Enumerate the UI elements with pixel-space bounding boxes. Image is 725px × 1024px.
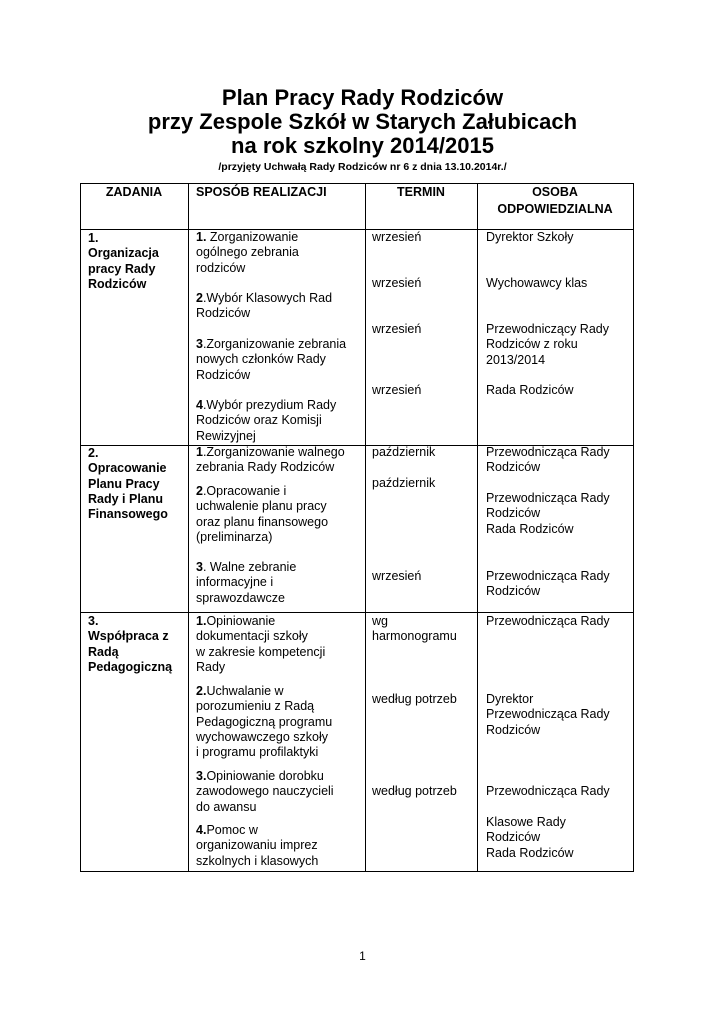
task-1-number: 1. — [88, 231, 99, 245]
s2-item-3 — [196, 560, 361, 606]
item-text: Opiniowanie dorobku — [206, 769, 324, 783]
person-text: Rodziców — [486, 830, 541, 845]
item-text: sprawozdawcze — [196, 590, 285, 605]
header-sposob: SPOSÓB REALIZACJI — [196, 185, 327, 199]
s1-item-3 — [196, 337, 361, 383]
person-text: Przewodnicząca Rady — [486, 445, 610, 459]
item-text: Opiniowanie — [206, 614, 276, 628]
col-line-3 — [477, 183, 478, 872]
item-text: zebrania Rady Rodziców — [196, 460, 335, 475]
person-text: Rodziców — [486, 460, 541, 475]
s2-item-1 — [196, 445, 366, 476]
s2-person-3 — [486, 569, 610, 600]
task-3-line: Radą — [88, 644, 119, 659]
col-line-4 — [633, 183, 634, 872]
item-text: szkolnych i klasowych — [196, 853, 319, 868]
item-number: 2 — [196, 291, 203, 305]
s2-person-1 — [486, 445, 610, 476]
item-text: porozumieniu z Radą — [196, 699, 315, 714]
s2-term-1: październik — [372, 445, 436, 459]
person-text: Wychowawcy klas — [486, 276, 588, 290]
col-line-0 — [80, 183, 81, 872]
person-text: Rodziców — [486, 722, 541, 737]
s1-term-2: wrzesień — [372, 276, 422, 290]
item-text: Rodziców — [196, 367, 251, 382]
item-text: Rady — [196, 659, 226, 674]
person-text: Klasowe Rady — [486, 815, 566, 829]
s3-item-3 — [196, 769, 366, 815]
s1-person-3 — [486, 322, 609, 368]
task-1-line: pracy Rady — [88, 261, 156, 276]
s1-item-1 — [196, 230, 361, 276]
task-2-line: Rady i Planu — [88, 491, 164, 506]
document-title — [0, 86, 725, 174]
item-number: 2. — [196, 684, 207, 698]
item-text: do awansu — [196, 799, 257, 814]
s1-term-1: wrzesień — [372, 230, 422, 244]
s1-item-4 — [196, 398, 361, 444]
item-text: ogólnego zebrania — [196, 245, 299, 260]
page-number: 1 — [359, 949, 366, 963]
item-text: .Opracowanie i — [202, 484, 287, 498]
item-number: 1 — [196, 445, 203, 459]
item-text: Zorganizowanie — [206, 230, 299, 244]
item-text: i programu profilaktyki — [196, 745, 319, 760]
s3-term-3 — [372, 784, 457, 799]
s3-item-1 — [196, 614, 361, 675]
task-2 — [88, 446, 188, 522]
s2-item-2 — [196, 484, 361, 545]
item-text: .Zorganizowanie walnego — [202, 445, 345, 459]
s1-term-3: wrzesień — [372, 322, 422, 336]
task-3-line: Pedagogiczną — [88, 659, 173, 674]
section-divider-2 — [80, 612, 634, 613]
item-text: .Wybór Klasowych Rad — [202, 291, 333, 305]
term-text: wg — [372, 614, 388, 628]
item-number: 1. — [196, 614, 207, 628]
item-text: organizowaniu imprez — [196, 838, 318, 853]
task-1-line: Organizacja — [88, 246, 159, 261]
item-text: wychowawczego szkoły — [196, 729, 328, 744]
title-line-1: Plan Pracy Rady Rodziców — [221, 85, 504, 110]
s1-term-4: wrzesień — [372, 383, 422, 397]
s3-person-1 — [486, 614, 610, 629]
task-3-number: 3. — [88, 614, 99, 628]
task-1 — [88, 231, 188, 292]
task-2-line: Finansowego — [88, 507, 168, 522]
person-text: Dyrektor Szkoły — [486, 230, 574, 244]
s3-term-2 — [372, 692, 457, 707]
header-termin: TERMIN — [397, 185, 445, 199]
s2-term-2: październik — [372, 476, 436, 490]
title-subtitle: /przyjęty Uchwałą Rady Rodziców nr 6 z dnia 13.10.2014r./ — [218, 161, 507, 173]
s2-term-3: wrzesień — [372, 569, 422, 583]
s2-person-2 — [486, 491, 610, 537]
item-text: nowych członków Rady — [196, 352, 326, 367]
item-text: Rodziców — [196, 306, 251, 321]
s3-person-4 — [486, 815, 574, 861]
item-number: 1. — [196, 230, 207, 244]
item-text: Rodziców oraz Komisji — [196, 413, 322, 428]
col-line-1 — [188, 183, 189, 872]
item-text: zawodowego nauczycieli — [196, 784, 334, 799]
person-text: Przewodnicząca Rady — [486, 614, 610, 628]
table-border-bottom — [80, 871, 634, 872]
person-text: Rodziców — [486, 584, 541, 599]
person-text: Dyrektor — [486, 692, 534, 706]
person-text: Rodziców z roku — [486, 337, 578, 352]
item-text: rodziców — [196, 260, 246, 275]
task-3 — [88, 614, 188, 675]
person-text: Przewodniczący Rady — [486, 322, 609, 336]
item-text: oraz planu finansowego — [196, 514, 329, 529]
title-line-3: na rok szkolny 2014/2015 — [231, 133, 494, 158]
term-text: harmonogramu — [372, 629, 457, 644]
person-text: Rada Rodziców — [486, 845, 574, 860]
item-text: w zakresie kompetencji — [196, 644, 326, 659]
s3-item-2 — [196, 684, 361, 760]
task-3-line: Współpraca z — [88, 629, 169, 644]
task-2-line: Opracowanie — [88, 461, 167, 476]
s3-item-4 — [196, 823, 361, 869]
header-zadania: ZADANIA — [105, 185, 163, 199]
s1-person-4 — [486, 383, 574, 398]
task-2-line: Planu Pracy — [88, 476, 160, 491]
person-text: 2013/2014 — [486, 352, 546, 367]
task-2-number: 2. — [88, 446, 99, 460]
item-number: 3 — [196, 560, 203, 574]
title-line-2: przy Zespole Szkół w Starych Załubicach — [147, 109, 578, 134]
person-text: Przewodnicząca Rady — [486, 784, 610, 798]
person-text: Rodziców — [486, 506, 541, 521]
item-number: 4 — [196, 398, 203, 412]
s3-person-2 — [486, 692, 610, 738]
item-text: .Wybór prezydium Rady — [202, 398, 337, 412]
task-1-line: Rodziców — [88, 276, 147, 291]
item-number: 4. — [196, 823, 207, 837]
s3-term-1 — [372, 614, 457, 645]
item-text: Pedagogiczną programu — [196, 714, 333, 729]
person-text: Przewodnicząca Rady — [486, 569, 610, 583]
person-text: Przewodnicząca Rady — [486, 707, 610, 722]
header-osoba-line1: OSOBA — [532, 185, 578, 199]
item-text: dokumentacji szkoły — [196, 629, 308, 644]
item-text: informacyjne i — [196, 575, 274, 590]
item-number: 3. — [196, 769, 207, 783]
s3-person-3 — [486, 784, 610, 799]
item-text: uchwalenie planu pracy — [196, 499, 327, 514]
term-text: według potrzeb — [372, 692, 457, 706]
s1-item-2 — [196, 291, 361, 322]
s1-person-2 — [486, 276, 587, 291]
item-text: (preliminarza) — [196, 529, 273, 544]
item-text: Rewizyjnej — [196, 428, 256, 443]
item-number: 3 — [196, 337, 203, 351]
plan-table — [80, 183, 634, 872]
person-text: Przewodnicząca Rady — [486, 491, 610, 505]
header-osoba-line2: ODPOWIEDZIALNA — [497, 202, 613, 216]
item-number: 2 — [196, 484, 203, 498]
item-text: .Zorganizowanie zebrania — [202, 337, 347, 351]
s1-person-1 — [486, 230, 574, 245]
item-text: Pomoc w — [206, 823, 258, 837]
term-text: według potrzeb — [372, 784, 457, 798]
person-text: Rada Rodziców — [486, 383, 574, 397]
header-osoba — [477, 184, 633, 218]
item-text: . Walne zebranie — [202, 560, 297, 574]
item-text: Uchwalanie w — [206, 684, 284, 698]
person-text: Rada Rodziców — [486, 521, 574, 536]
